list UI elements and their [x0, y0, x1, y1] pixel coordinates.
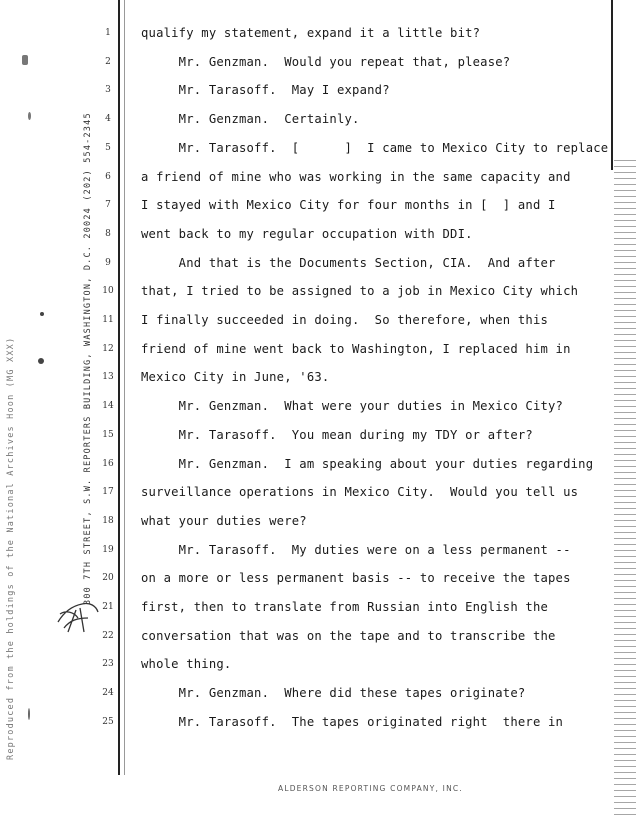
archive-margin-note: Reproduced from the holdings of the National Archives Hoon (MG XXX): [6, 336, 16, 760]
scan-mark: [40, 312, 44, 316]
line-number: 24: [102, 688, 114, 699]
line-number: 11: [102, 315, 114, 325]
transcript-line: Mr. Genzman. I am speaking about your duties regarding: [141, 456, 594, 471]
line-number: 12: [102, 343, 114, 354]
line-number: 14: [102, 401, 114, 412]
line-number: 7: [105, 200, 111, 211]
transcript-line: whole thing.: [141, 657, 232, 672]
transcript-line: qualify my statement, expand it a little bit?: [141, 26, 481, 40]
line-number: 22: [102, 630, 114, 641]
line-number: 2: [105, 56, 111, 67]
left-margin-rule-inner: [124, 0, 125, 775]
transcript-line: I finally succeeded in doing. So therefore, when this: [141, 313, 549, 327]
transcript-line: Mr. Tarasoff. The tapes originated right there in: [141, 714, 564, 729]
line-number: 8: [105, 228, 111, 239]
transcript-line: a friend of mine who was working in the same capacity and: [141, 169, 571, 184]
line-number: 16: [102, 458, 114, 469]
line-number: 18: [102, 515, 114, 526]
transcript-line: surveillance operations in Mexico City. Would you tell us: [141, 485, 579, 500]
line-number: 23: [102, 659, 114, 670]
transcript-line: Mr. Tarasoff. May I expand?: [141, 83, 390, 98]
transcript-line: first, then to translate from Russian into English the: [141, 600, 549, 614]
stamp-mark: [54, 592, 102, 636]
transcript-line: went back to my regular occupation with DDI.: [141, 226, 473, 241]
transcript-line: Mr. Genzman. Certainly.: [141, 112, 360, 127]
transcript-line: I stayed with Mexico City for four months in [ ] and I: [141, 198, 556, 213]
transcript-line: Mr. Genzman. Where did these tapes originate?: [141, 686, 526, 701]
transcript-line: Mr. Tarasoff. My duties were on a less permanent --: [141, 542, 571, 557]
line-number: 5: [105, 142, 111, 153]
line-number: 17: [102, 487, 114, 498]
transcript-line: Mr. Genzman. Would you repeat that, please?: [141, 54, 511, 69]
line-number: 6: [105, 171, 111, 182]
scan-mark: [28, 112, 31, 120]
line-number: 19: [102, 544, 114, 555]
transcript-line: And that is the Documents Section, CIA. And after: [141, 255, 556, 270]
line-number: 10: [102, 286, 114, 297]
transcript-line: Mexico City in June, '63.: [141, 370, 330, 385]
line-number: 25: [102, 716, 114, 727]
line-number: 3: [105, 85, 111, 96]
line-number: 13: [102, 372, 114, 383]
scan-mark: [38, 358, 44, 364]
transcript-line: what your duties were?: [141, 513, 307, 528]
left-margin-rule: [118, 0, 120, 775]
line-number: 20: [102, 573, 114, 584]
line-number: 4: [105, 114, 111, 125]
reporter-address-note: 300 7TH STREET, S.W. REPORTERS BUILDING, WASHINGTON, D.C. 20024 (202) 554-2345: [83, 112, 93, 605]
transcript-line: Mr. Tarasoff. [ ] I came to Mexico City to replace: [141, 140, 609, 155]
transcript-line: Mr. Tarasoff. You mean during my TDY or after?: [141, 427, 533, 442]
transcript-line: Mr. Genzman. What were your duties in Mexico City?: [141, 399, 564, 414]
transcript-line: that, I tried to be assigned to a job in Mexico City which: [141, 284, 579, 299]
scan-mark: [28, 708, 30, 720]
line-number: 1: [105, 28, 111, 38]
right-edge-scan-noise: [614, 160, 636, 820]
scan-mark: [22, 55, 28, 65]
transcript-line: conversation that was on the tape and to transcribe the: [141, 628, 556, 643]
line-number: 9: [105, 257, 111, 268]
reporter-footer: ALDERSON REPORTING COMPANY, INC.: [278, 784, 463, 793]
transcript-line: on a more or less permanent basis -- to receive the tapes: [141, 571, 571, 586]
line-number: 21: [102, 602, 114, 612]
transcript-line: friend of mine went back to Washington, I replaced him in: [141, 341, 571, 356]
line-number: 15: [102, 429, 114, 440]
right-margin-rule: [611, 0, 613, 170]
